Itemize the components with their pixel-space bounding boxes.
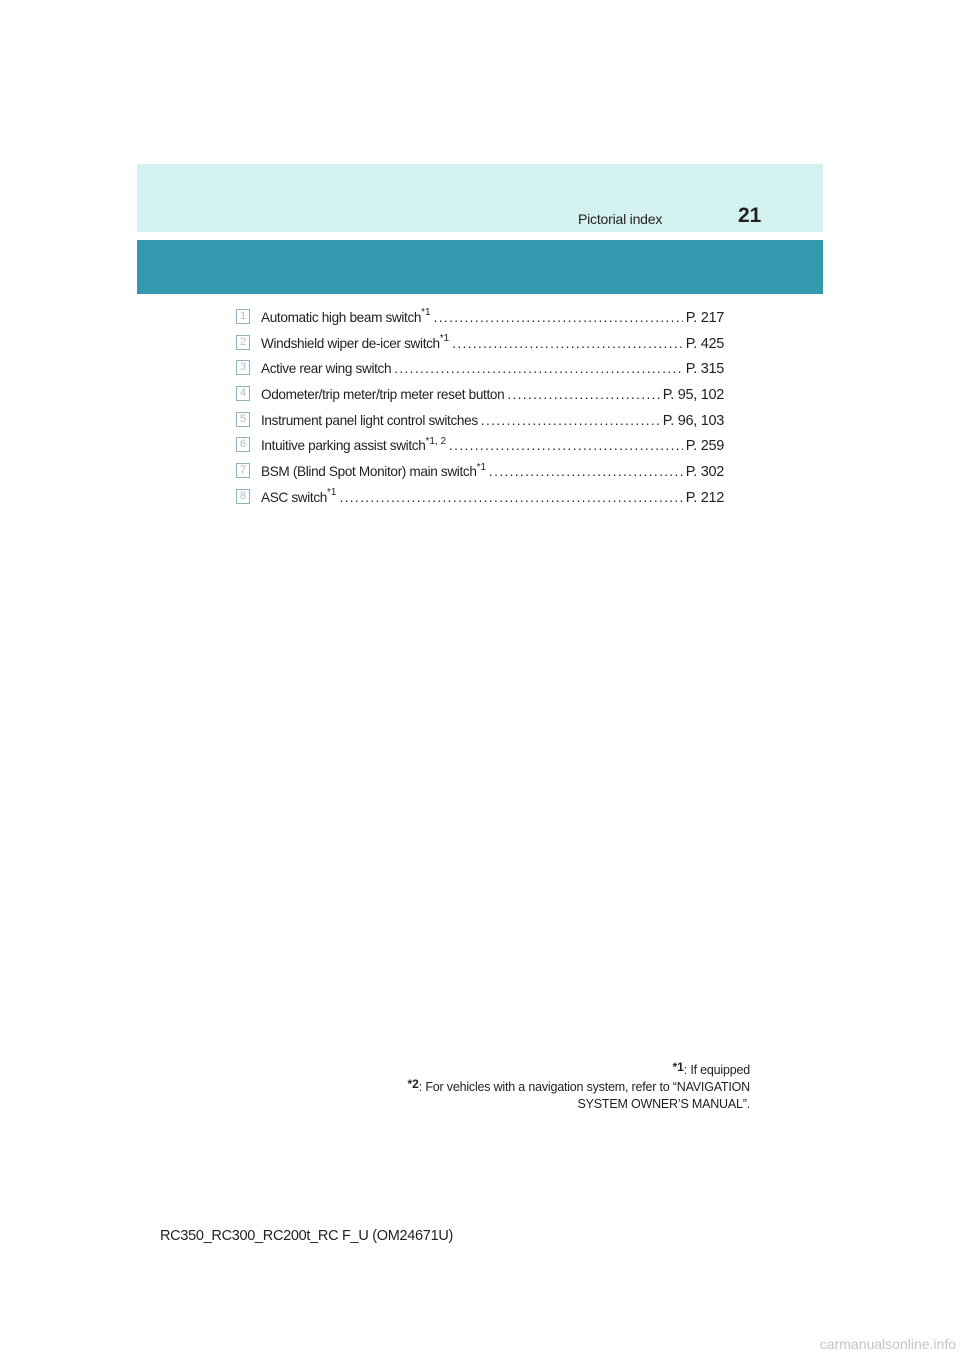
footnote-text: : For vehicles with a navigation system, refer to “NAVIGATION: [418, 1080, 750, 1094]
footnote-mark: *1: [672, 1060, 684, 1074]
footnote-2-continued: [407, 1096, 750, 1113]
footnote-mark: *1: [421, 307, 431, 319]
index-item: [236, 331, 724, 357]
footnote-mark: *1, 2: [425, 435, 447, 447]
page-reference-link[interactable]: P. 96, 103: [662, 412, 724, 429]
section-banner: [137, 240, 823, 294]
dot-leader: [507, 382, 659, 408]
footnote-mark: *1: [439, 333, 450, 345]
item-label: Intuitive parking assist switch$^{*1, 2}$: [261, 435, 447, 454]
page-reference-link[interactable]: P. 212: [685, 489, 724, 506]
item-label: Instrument panel light control switches: [261, 412, 478, 428]
dot-leader: [452, 331, 683, 357]
footnote-2: [407, 1079, 750, 1096]
page-number: 21: [738, 204, 762, 227]
footnote-mark: *2: [407, 1077, 419, 1091]
item-number-badge: 4: [236, 386, 250, 401]
watermark-text: carmanualsonline.info: [819, 1336, 956, 1352]
index-item: [236, 485, 724, 511]
item-label: Automatic high beam switch$^{*1}$: [261, 307, 431, 325]
item-label: Active rear wing switch: [261, 361, 392, 377]
item-number-badge: 7: [236, 463, 250, 478]
item-label: BSM (Blind Spot Monitor) main switch$^{*1}$: [261, 461, 487, 480]
item-label: ASC switch$^{*1}$: [261, 487, 337, 505]
footnote-1: [407, 1062, 750, 1079]
dot-leader: [394, 356, 683, 382]
model-code-footer: RC350_RC300_RC200t_RC F_U (OM24671U): [160, 1228, 454, 1244]
page-reference-link[interactable]: P. 217: [685, 310, 724, 326]
item-number-badge: 1: [236, 309, 250, 324]
item-label: Odometer/trip meter/trip meter reset button: [261, 387, 505, 403]
index-item: [236, 433, 724, 459]
dot-leader: [339, 485, 682, 511]
item-number-badge: 8: [236, 489, 250, 504]
index-item: [236, 459, 724, 485]
footnote-text: : If equipped: [683, 1063, 750, 1077]
section-title: Pictorial index: [578, 211, 663, 227]
page-reference-link[interactable]: P. 315: [685, 361, 724, 378]
footnote-mark: *1: [327, 487, 337, 499]
dot-leader: [449, 433, 683, 459]
dot-leader: [434, 305, 683, 331]
header-band: [137, 164, 823, 232]
footnotes: [407, 1062, 750, 1113]
item-label: Windshield wiper de-icer switch$^{*1}$: [261, 333, 450, 351]
item-number-badge: 6: [236, 437, 250, 452]
page-reference-link[interactable]: P. 302: [685, 464, 724, 481]
index-item: [236, 408, 724, 434]
page-reference-link[interactable]: P. 425: [685, 335, 724, 352]
dot-leader: [481, 408, 660, 434]
footnote-mark: *1: [476, 461, 487, 473]
index-item: [236, 305, 724, 331]
item-number-badge: 2: [236, 335, 250, 350]
page-reference-link[interactable]: P. 259: [685, 438, 724, 455]
page-reference-link[interactable]: P. 95, 102: [662, 387, 724, 404]
index-item: [236, 382, 724, 408]
index-item: [236, 356, 724, 382]
item-number-badge: 5: [236, 412, 250, 427]
dot-leader: [489, 459, 683, 485]
index-item-list: [236, 305, 724, 511]
item-number-badge: 3: [236, 360, 250, 375]
footnote-text: SYSTEM OWNER’S MANUAL”.: [577, 1097, 750, 1111]
